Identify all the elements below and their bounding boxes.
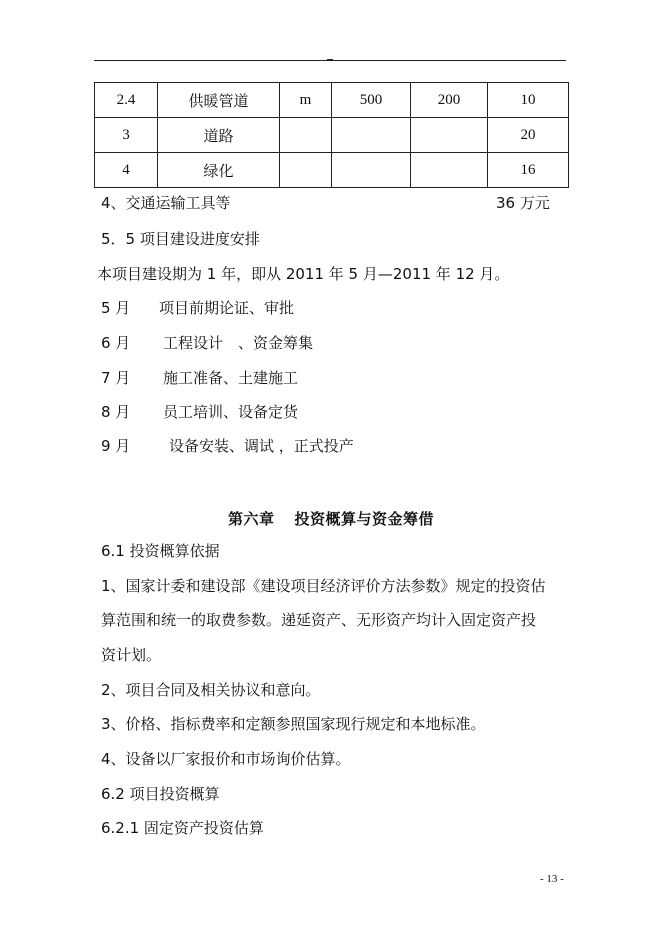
section-6-2-1-heading: 6.2.1 固定资产投资估算 bbox=[101, 819, 264, 837]
basis-1-line-1: 1、国家计委和建设部《建设项目经济评价方法参数》规定的投资估 bbox=[101, 577, 546, 595]
table-cell bbox=[280, 118, 332, 153]
basis-1-line-3: 资计划。 bbox=[101, 646, 162, 664]
table-cell: 3 bbox=[95, 118, 158, 153]
basis-2: 2、项目合同及相关协议和意向。 bbox=[101, 681, 321, 699]
header-mark bbox=[327, 59, 333, 61]
chapter-title bbox=[0, 508, 662, 529]
item4-label: 4、交通运输工具等 bbox=[101, 194, 231, 212]
schedule-item bbox=[101, 298, 294, 318]
section-6-2-heading: 6.2 项目投资概算 bbox=[101, 785, 220, 803]
schedule-month: 5 月 bbox=[101, 299, 131, 317]
basis-3: 3、价格、指标费率和定额参照国家现行规定和本地标准。 bbox=[101, 715, 486, 733]
schedule-task: 项目前期论证、审批 bbox=[159, 299, 295, 317]
section-5-5-heading: 5．5 项目建设进度安排 bbox=[101, 230, 260, 248]
table-row bbox=[95, 153, 569, 188]
schedule-month: 6 月 bbox=[101, 334, 131, 352]
table-cell: 10 bbox=[488, 83, 569, 118]
item4-value: 36 万元 bbox=[496, 194, 550, 212]
section-6-1-heading: 6.1 投资概算依据 bbox=[101, 542, 220, 560]
table-cell: 道路 bbox=[158, 118, 280, 153]
schedule-item bbox=[101, 368, 298, 388]
schedule-task: 设备安装、调试 ，正式投产 bbox=[169, 437, 354, 455]
item4-line bbox=[101, 193, 231, 213]
table-cell bbox=[332, 153, 411, 188]
schedule-item bbox=[101, 333, 313, 353]
table-cell bbox=[332, 118, 411, 153]
basis-4: 4、设备以厂家报价和市场询价估算。 bbox=[101, 750, 351, 768]
table-cell: 2.4 bbox=[95, 83, 158, 118]
table-row bbox=[95, 118, 569, 153]
table-cell: 4 bbox=[95, 153, 158, 188]
table-cell bbox=[411, 118, 488, 153]
table-cell: 500 bbox=[332, 83, 411, 118]
chapter-heading: 投资概算与资金筹借 bbox=[294, 510, 435, 528]
schedule-month: 7 月 bbox=[101, 369, 131, 387]
schedule-task: 工程设计 、资金筹集 bbox=[163, 334, 314, 352]
schedule-item bbox=[101, 436, 354, 456]
schedule-month: 8 月 bbox=[101, 403, 131, 421]
table-cell: m bbox=[280, 83, 332, 118]
schedule-task: 员工培训、设备定货 bbox=[163, 403, 299, 421]
chapter-number: 第六章 bbox=[227, 510, 275, 528]
investment-table bbox=[94, 82, 569, 188]
table-cell: 供暖管道 bbox=[158, 83, 280, 118]
schedule-item bbox=[101, 402, 298, 422]
table-cell: 16 bbox=[488, 153, 569, 188]
schedule-task: 施工准备、土建施工 bbox=[163, 369, 299, 387]
table-cell bbox=[411, 153, 488, 188]
table-row bbox=[95, 83, 569, 118]
table-cell: 20 bbox=[488, 118, 569, 153]
page-number: - 13 - bbox=[540, 873, 564, 885]
basis-1-line-2: 算范围和统一的取费参数。递延资产、无形资产均计入固定资产投 bbox=[101, 611, 537, 629]
construction-period: 本项目建设期为 1 年，即从 2011 年 5 月—2011 年 12 月。 bbox=[97, 265, 510, 283]
table-cell bbox=[280, 153, 332, 188]
table-cell: 200 bbox=[411, 83, 488, 118]
schedule-month: 9 月 bbox=[101, 437, 131, 455]
table-cell: 绿化 bbox=[158, 153, 280, 188]
